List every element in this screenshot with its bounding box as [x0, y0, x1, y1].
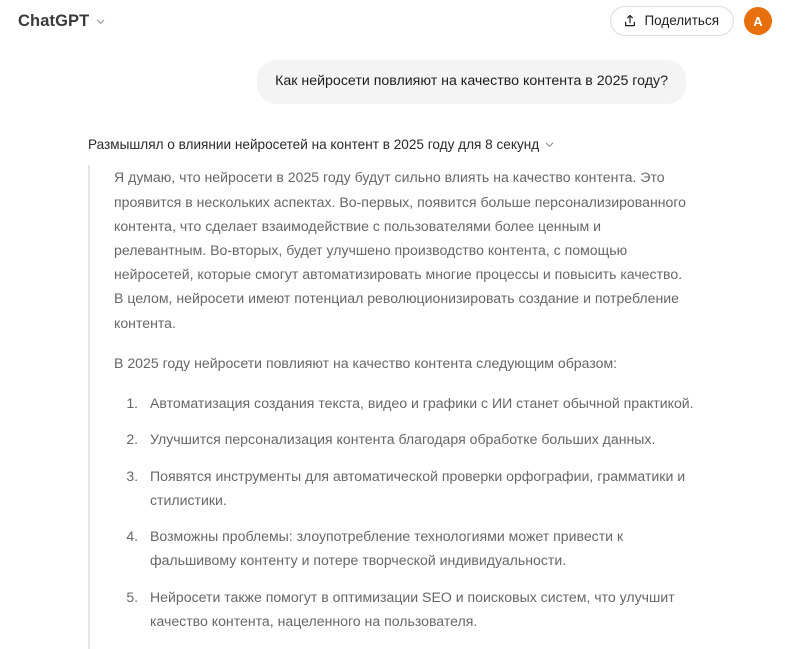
chevron-down-icon — [95, 16, 106, 27]
assistant-list — [114, 391, 694, 633]
top-bar-actions — [610, 6, 772, 36]
reasoning-toggle[interactable] — [88, 136, 694, 154]
top-bar — [0, 0, 786, 42]
user-message-bubble: Как нейросети повлияют на качество контента в 2025 году? — [257, 60, 686, 104]
share-button-label: Поделиться — [644, 13, 719, 29]
model-selector[interactable] — [14, 9, 113, 34]
list-item: 2. Улучшится персонализация контента благодаря обработке больших данных. — [142, 427, 694, 451]
list-item: 3. Появятся инструменты для автоматической проверки орфографии, грамматики и стилистики. — [142, 464, 694, 512]
list-item: 5. Нейросети также помогут в оптимизации SEO и поисковых систем, что улучшит качество контента, нацеленного на пользователя. — [142, 585, 694, 633]
assistant-paragraph: Я думаю, что нейросети в 2025 году будут сильно влиять на качество контента. Это проявится в нескольких аспектах. Во-первых, появится больше персонализированного контента, что сделает взаимодействие с пользователями более ценным и релевантным. Во-вторых, будет улучшено производство контента, с помощью нейросетей, которые смогут автоматизировать многие процессы и повысить качество. В целом, нейросети имеют потенциал революционизировать создание и потребление контента. — [114, 169, 687, 331]
conversation — [0, 42, 786, 649]
assistant-message — [0, 104, 786, 649]
avatar-initial: A — [753, 13, 763, 29]
brand-label: ChatGPT — [18, 11, 90, 30]
reasoning-body — [88, 165, 694, 649]
reasoning-summary-label: Размышлял о влиянии нейросетей на контент в 2025 году для 8 секунд — [88, 136, 540, 152]
share-button[interactable] — [610, 6, 734, 36]
chevron-down-icon — [544, 139, 555, 150]
share-upload-icon — [623, 14, 637, 28]
list-item: 1. Автоматизация создания текста, видео и графики с ИИ станет обычной практикой. — [142, 391, 694, 415]
user-message-row — [0, 42, 786, 104]
list-item: 4. Возможны проблемы: злоупотребление технологиями может привести к фальшивому контенту и потере творческой индивидуальности. — [142, 524, 694, 572]
assistant-paragraph: В 2025 году нейросети повлияют на качество контента следующим образом: — [114, 354, 618, 371]
avatar[interactable] — [744, 7, 772, 35]
